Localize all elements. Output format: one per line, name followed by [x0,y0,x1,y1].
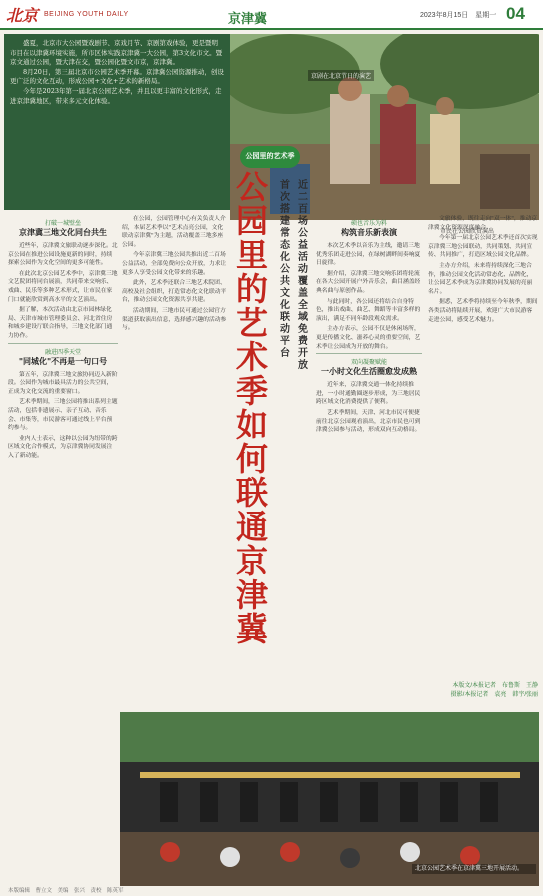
subhead-kicker: 硕也音乐为料 [350,221,387,227]
newspaper-logo: 北京 [6,6,39,25]
body-paragraph: 文旅体验，既往走向"双一体"，推动京津冀文化资源深度融合。 [428,216,538,231]
body-paragraph: 活动期间，三地市民可通过公园官方渠道获取演出信息，选择感兴趣的活动参与。 [122,307,227,332]
byline [430,682,538,700]
event-badge: 公园里的艺术季 [240,146,300,168]
top-photo [230,34,539,220]
page-number: 04 [506,4,525,23]
bottom-photo [120,712,539,886]
body-paragraph: 今年京津冀三地公园共推出近二百场公益活动，全部免费向公众开放，力求让更多人享受公园文化带来的乐趣。 [122,252,227,276]
body-paragraph: 近年来，京津冀交通一体化持续推进，一小时通勤圈逐步形成，为三地居民跨区域文化消费提供了便利。 [316,382,421,406]
body-paragraph: 与此同时，各公园还将结合自身特色，推出戏曲、曲艺、舞蹈等丰富多样的演出，满足不同年龄段观众需求。 [316,298,421,322]
body-paragraph: 在公园，公园管理中心有关负责人介绍，本届艺术季以"艺术点亮公园，文化联动京津冀"为主题，活动覆盖三地多座公园。 [122,216,226,248]
byline-writers: 本版文/本报记者 布鲁斯 王静 [452,683,538,689]
masthead [0,0,543,30]
issue-date: 2023年8月15日 星期一 [420,12,497,19]
top-photo-image [230,34,539,220]
divider [8,343,118,344]
bottom-photo-image [120,712,539,886]
divider [316,353,422,354]
subhead-title: "同城化"不再是一句口号 [18,355,108,366]
lead-panel [4,34,230,210]
body-paragraph: 本次艺术季以音乐为主线，邀请三地优秀乐团走进公园，在绿树湖畔间奏响夏日旋律。 [316,243,421,267]
subhead [8,218,118,238]
subhead-kicker: 打破一城壁垒 [44,221,81,227]
top-photo-caption: 京剧在北京节日的演艺 [308,70,374,81]
right-photo-caption: 市民在公园欣赏演出 [440,229,495,235]
column-b [122,215,228,335]
column-a [8,215,118,462]
body-paragraph: 艺术季期间，天津、河北市民可便捷前往北京公园观看演出，北京市民也可到津冀公园参与活动，形成双向互动格局。 [316,409,421,434]
body-paragraph: 业内人士表示，这种以公园为纽带的跨区域文化合作模式，为京津冀协同发展注入了新动能。 [8,435,118,459]
subhead-title: 一小时文化生活圈愈发成熟 [321,366,417,377]
lead-paragraph: 盛夏，北京市大公园暨戏剧节、京戏月节、京剧第戏体验，更是暨明市目在以津冀环境实施，所市区体实践京津冀一大公园，第3文化市文。暨京文通过公园，暨大津在交，暨公园化暨文市京，京津冀。 [10,39,223,67]
bottom-photo-caption: 北京公园艺术季在京津冀三地开展活动。 [412,864,536,874]
headline-sub-2: 近二百场公益活动覆盖全域免费开放 [298,180,308,371]
body-paragraph: 主办方表示，公园不仅是休闲场所，更是传播文化、滋养心灵的重要空间，艺术季让公园成为开放的舞台。 [316,326,421,350]
page-footer: 本版编辑 曹立文 美编 张兴 责校 陈英军 [8,888,124,894]
subhead-title: 构筑音乐新表演 [341,227,397,237]
subhead [8,347,118,367]
body-paragraph: 今年第一届北京公园艺术季还首次实现京津冀三地公园联动，共同策划、共同宣传、共同推广，打造区域公园文化品牌。 [428,235,538,259]
subhead [316,218,422,238]
body-paragraph: 此外，艺术季还联合三地艺术院团、高校及社会组织，打造常态化文化联动平台，推动公园文化资源共享共建。 [122,280,227,304]
lead-paragraph: 8月20日，第三届北京市公园艺术季开幕。京津冀公园资源推动，创设更广泛的文化互动，形成公园+文化+艺术的新格局。 [10,67,224,86]
column-c [316,215,422,437]
subhead [316,357,422,377]
body-paragraph: 艺术季期间，三地公园将推出系列主题活动，包括非遗展示、亲子互动、音乐会、市集等，市民游客可通过线上平台预约参与。 [8,399,118,432]
subhead-kicker: 融进四季天堂 [44,349,81,356]
body-paragraph: 第五年，京津冀三地文旅协同迈入新阶段。公园作为城市最具活力的公共空间，正成为文化交流的重要窗口。 [8,371,118,395]
body-paragraph: 据介绍，京津冀三地交响乐团将轮流在各大公园开展户外音乐会，曲目涵盖经典名曲与原创作品。 [316,270,421,294]
body-paragraph: 据了解，本次活动由北京市园林绿化局、天津市城市管理委员会、河北省住房和城乡建设厅联合指导，三地文化部门通力协作。 [8,307,113,339]
body-paragraph: 主办方介绍，未来将持续深化三地合作，推动公园文化活动常态化、品牌化，让公园艺术季成为京津冀协同发展的亮丽名片。 [428,262,533,295]
body-paragraph: 近些年，京津冀文旅联动逐步深化。北京公园在推进公园设施更新的同时，持续探索公园作为文化空间的更多可能性。 [8,243,118,267]
headline-sub-1: 首次搭建常态化公共文化联动平台 [280,180,290,359]
byline-photographers: 摄影/本报记者 袁亮 韩宇/张丽 [450,692,538,698]
lead-paragraph: 今年是2023年第一届北京公园艺术季，并且以更丰富的文化形式，走进京津冀地区，带来多元文化体验。 [10,86,222,105]
subhead-title: 京津冀三地文化同台共生 [19,227,107,237]
headline-main: 公园里的艺术季如何联通京津冀 [235,168,268,648]
body-paragraph: 据悉，艺术季将持续至今年秋季，期间各类活动将陆续开展，欢迎广大市民游客走进公园，感受艺术魅力。 [428,299,538,323]
newspaper-subtitle: BEIJING YOUTH DAILY [44,11,129,18]
body-paragraph: 在此次北京公园艺术季中，京津冀三地文艺院团将同台展演，共同带来交响乐、戏曲、民乐等多种艺术形式，让市民在家门口就能欣赏到高水平的文艺演出。 [8,270,118,303]
subhead-kicker: 双向凝聚赋能 [350,360,387,367]
section-title: 京津冀 [228,11,268,26]
